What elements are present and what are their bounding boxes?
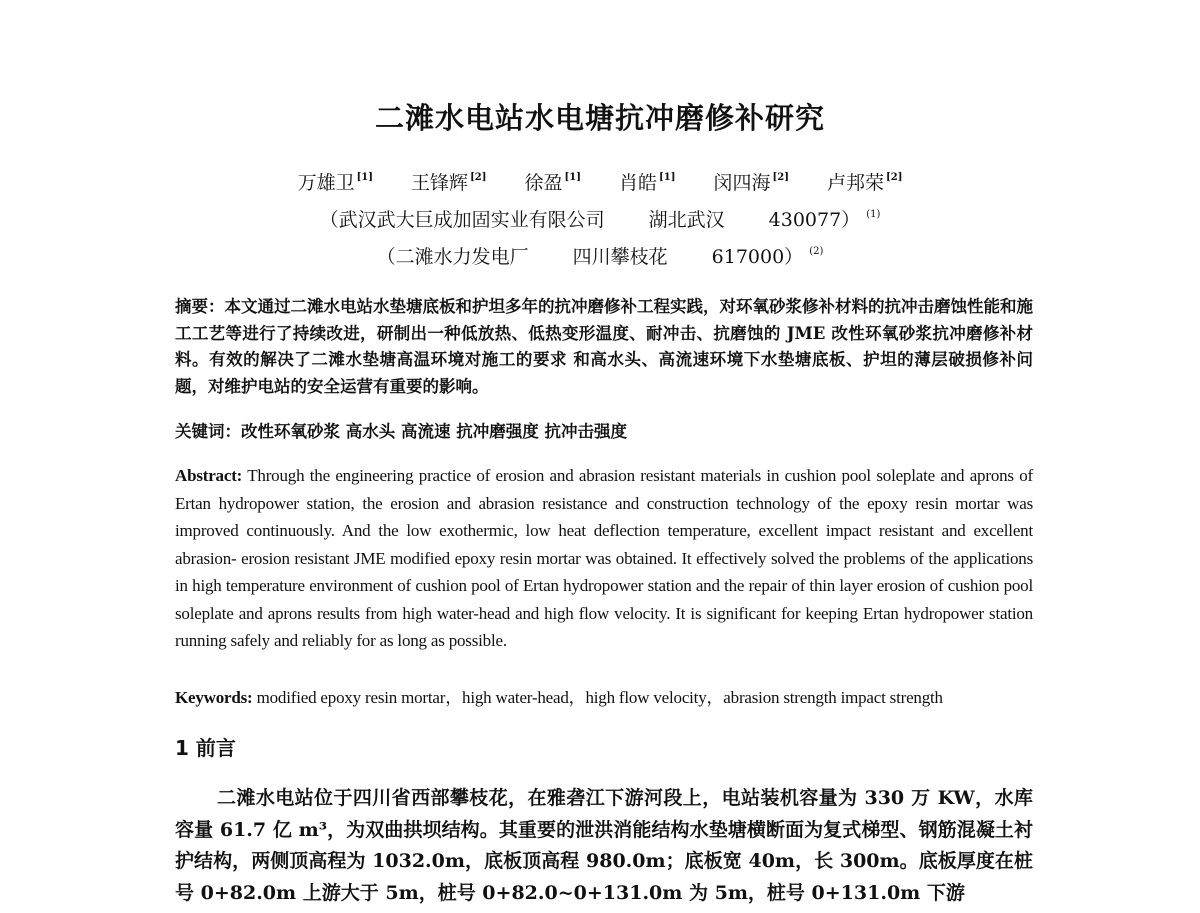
paper-title: 二滩水电站水电塘抗冲磨修补研究 [374, 101, 825, 135]
keywords-chinese [175, 418, 627, 442]
affiliation-ref: (2) [809, 246, 824, 257]
keywords-english-text: modified epoxy resin mortar，high water-head，high flow velocity，abrasion strength impact strength [256, 688, 943, 707]
author-affiliation-ref: [1] [356, 172, 373, 183]
affiliation-postcode: 617000） [711, 246, 804, 268]
keywords-chinese-text: 改性环氧砂浆 高水头 高流速 抗冲磨强度 抗冲击强度 [241, 422, 627, 441]
author: 徐盈 [1] [524, 172, 581, 194]
abstract-english-text: Through the engineering practice of erosion and abrasion resistant materials in cushion pool soleplate and aprons of Ertan hydropower station, the erosion and abrasion resistance and construction technology of the epoxy resin mortar was improved continuously. And the low exothermic, low heat deflection temperature, excellent impact resistant and excellent abrasion- erosion resistant JME modified epoxy resin mortar was obtained. It effectively solved the problems of the applications in high temperature environment of cushion pool of Ertan hydropower station and the repair of thin layer erosion of cushion pool soleplate and aprons results from high water-head and high flow velocity. It is significant for keeping Ertan hydropower station running safely and reliably for as long as possible. [175, 466, 1033, 650]
author-list [0, 168, 1200, 195]
author: 万雄卫 [1] [297, 172, 373, 194]
author-affiliation-ref: [1] [659, 172, 676, 183]
keywords-english-label: Keywords: [175, 688, 253, 707]
author-affiliation-ref: [2] [470, 172, 487, 183]
affiliation-city: 四川攀枝花 [572, 246, 668, 268]
author: 闵四海 [2] [713, 172, 789, 194]
affiliation-postcode: 430077） [768, 209, 861, 231]
affiliation-org: （二滩水力发电厂 [376, 246, 529, 268]
affiliation-ref: (1) [866, 209, 881, 220]
affiliation-city: 湖北武汉 [648, 209, 725, 231]
author: 肖皓 [1] [619, 172, 676, 194]
abstract-chinese-label: 摘要： [175, 297, 225, 316]
author: 卢邦荣 [2] [826, 172, 903, 194]
affiliation-2 [0, 242, 1200, 269]
keywords-chinese-label: 关键词： [175, 422, 241, 441]
affiliation-org: （武汉武大巨成加固实业有限公司 [319, 209, 605, 231]
abstract-chinese-text: 本文通过二滩水电站水垫塘底板和护坦多年的抗冲磨修补工程实践，对环氧砂浆修补材料的抗冲击磨蚀性能和施工工艺等进行了持续改进，研制出一种低放热、低热变形温度、耐冲击、抗磨蚀的 JME 改性环氧砂浆抗冲磨修补材料。有效的解决了二滩水垫塘高温环境对施工的要求 和高水头、高流速环境下水垫塘底板、护坦的薄层破损修补问题，对维护电站的安全运营有重要的影响。 [175, 297, 1033, 396]
introduction-paragraph: 二滩水电站位于四川省西部攀枝花，在雅砻江下游河段上，电站装机容量为 330 万 KW，水库容量 61.7 亿 m³，为双曲拱坝结构。其重要的泄洪消能结构水垫塘横断面为复式梯型、钢筋混凝土衬护结构，两侧顶高程为 1032.0m，底板顶高程 980.0m；底板宽 40m，长 300m。底板厚度在桩号 0+82.0m 上游大于 5m，桩号 0+82.0~0+131.0m 为 5m，桩号 0+131.0m 下游 [175, 787, 1033, 904]
abstract-english-label: Abstract: [175, 466, 243, 485]
section-heading-introduction: 1 前言 [175, 736, 236, 760]
abstract-english [175, 462, 1033, 655]
author-affiliation-ref: [2] [886, 172, 903, 183]
affiliation-1 [0, 205, 1200, 232]
keywords-english [175, 683, 943, 708]
author: 王锋辉 [2] [411, 172, 487, 194]
author-affiliation-ref: [1] [564, 172, 581, 183]
author-affiliation-ref: [2] [772, 172, 789, 183]
abstract-chinese [175, 294, 1033, 400]
